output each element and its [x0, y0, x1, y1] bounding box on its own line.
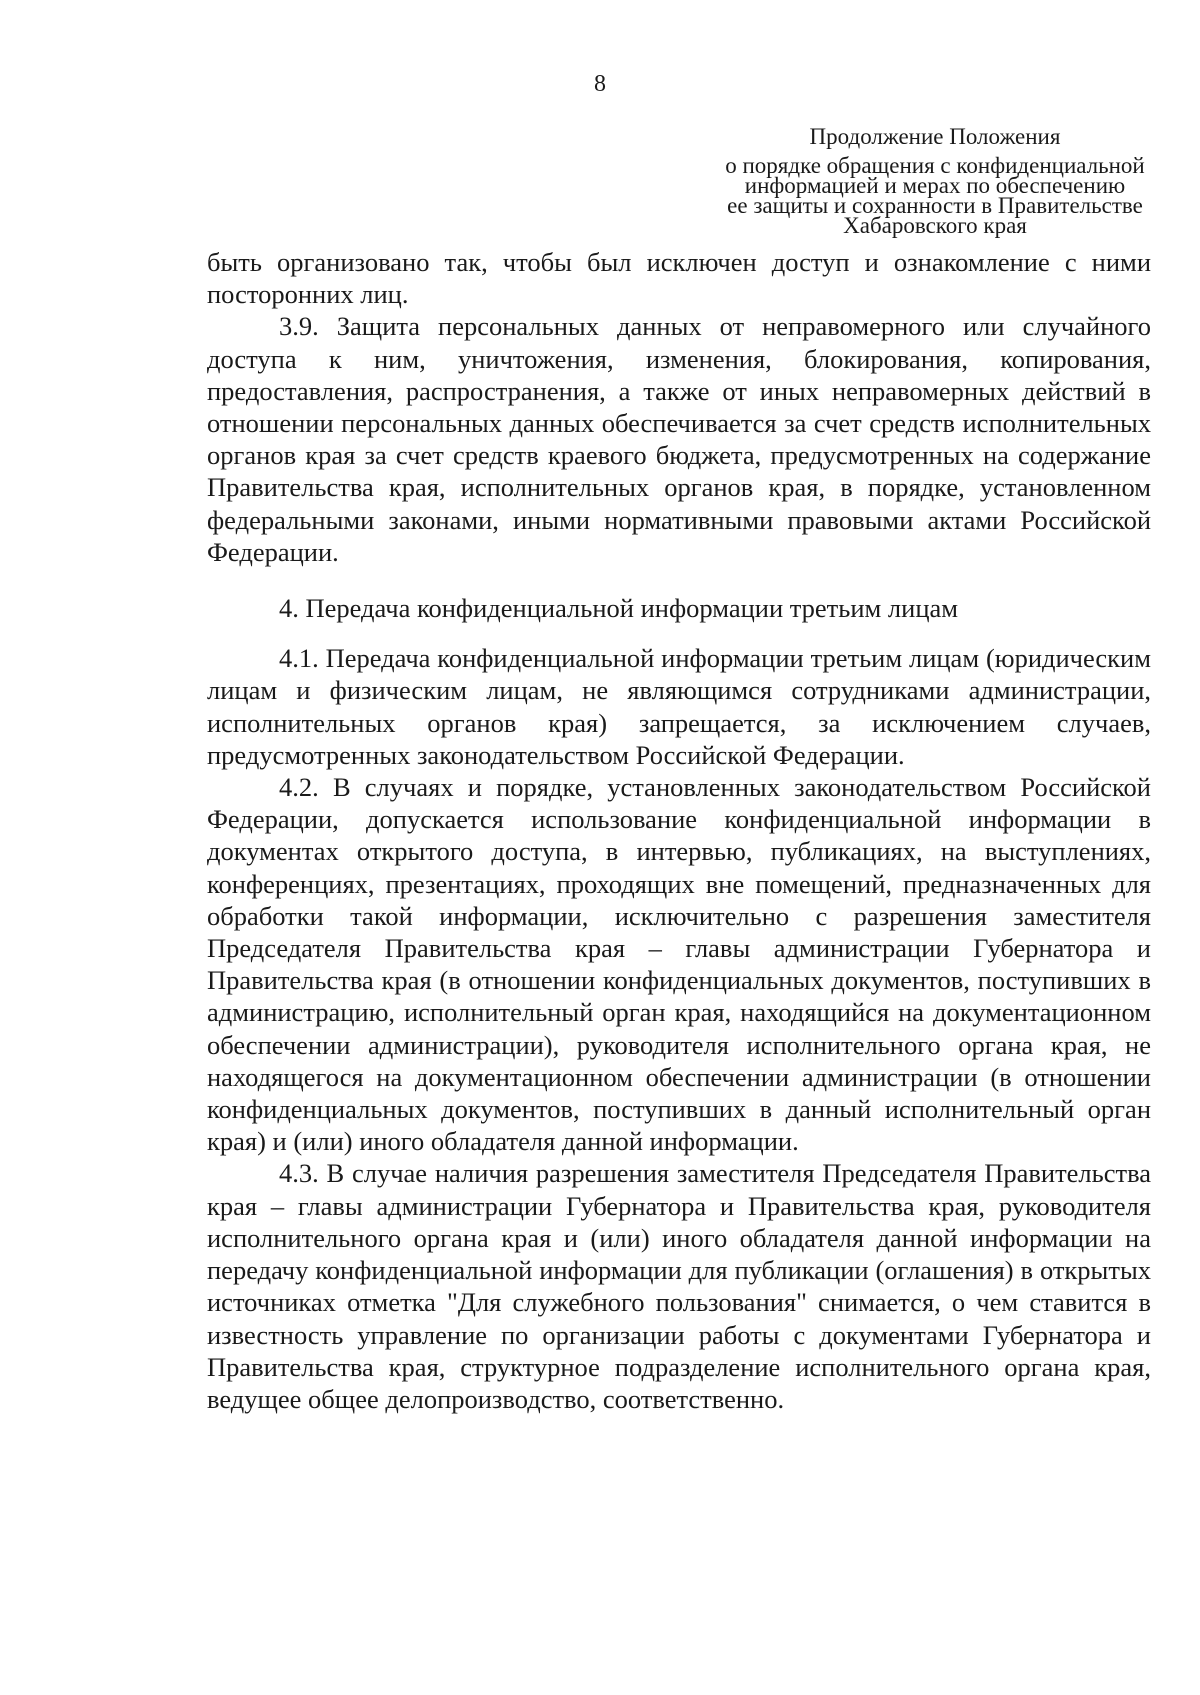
header-line-5: Хабаровского края	[843, 213, 1027, 238]
paragraph-continuation: быть организовано так, чтобы был исключен доступ и ознакомление с ними посторонних лиц.	[207, 247, 1151, 310]
document-body	[207, 246, 1151, 1415]
paragraph-4-1: 4.1. Передача конфиденциальной информации третьим лицам (юридическим лицам и физическим лицам, не являющимся сотрудниками администрации, исполнительных органов края) запрещается, за исключением случаев, предусмотренных законодательством Российской Федерации.	[207, 643, 1151, 770]
paragraph-4-3: 4.3. В случае наличия разрешения заместителя Председателя Правительства края – главы администрации Губернатора и Правительства края, руководителя исполнительного органа края и (или) иного обладателя данной информации на передачу конфиденциальной информации для публикации (оглашения) в открытых источниках отметка "Для служебного пользования" снимается, о чем ставится в известность управление по организации работы с документами Губернатора и Правительства края, структурное подразделение исполнительного органа края, ведущее общее делопроизводство, соответственно.	[207, 1158, 1151, 1414]
paragraph-3-9: 3.9. Защита персональных данных от неправомерного или случайного доступа к ним, уничтожения, изменения, блокирования, копирования, предоставления, распространения, а также от иных неправомерных действий в отношении персональных данных обеспечивается за счет средств исполнительных органов края за счет средств краевого бюджета, предусмотренных на содержание Правительства края, исполнительных органов края, в порядке, установленном федеральными законами, иными нормативными правовыми актами Российской Федерации.	[207, 311, 1151, 567]
header-line-3: информацией и мерах по обеспечению	[744, 173, 1126, 198]
header-line-1: Продолжение Положения	[809, 124, 1061, 149]
document-header	[690, 124, 1180, 236]
page-number: 8	[594, 71, 606, 97]
header-line-4: ее защиты и сохранности в Правительстве	[727, 193, 1143, 218]
paragraph-4-2: 4.2. В случаях и порядке, установленных законодательством Российской Федерации, допускается использование конфиденциальной информации в документах открытого доступа, в интервью, публикациях, на выступлениях, конференциях, презентациях, проходящих вне помещений, предназначенных для обработки такой информации, исключительно с разрешения заместителя Председателя Правительства края – главы администрации Губернатора и Правительства края (в отношении конфиденциальных документов, поступивших в администрацию, исполнительный орган края, находящийся на документационном обеспечении администрации), руководителя исполнительного органа края, не находящегося на документационном обеспечении администрации (в отношении конфиденциальных документов, поступивших в данный исполнительный орган края) и (или) иного обладателя данной информации.	[207, 772, 1151, 1157]
section-4-title: 4. Передача конфиденциальной информации третьим лицам	[279, 593, 959, 624]
header-line-2: о порядке обращения с конфиденциальной	[725, 153, 1145, 178]
